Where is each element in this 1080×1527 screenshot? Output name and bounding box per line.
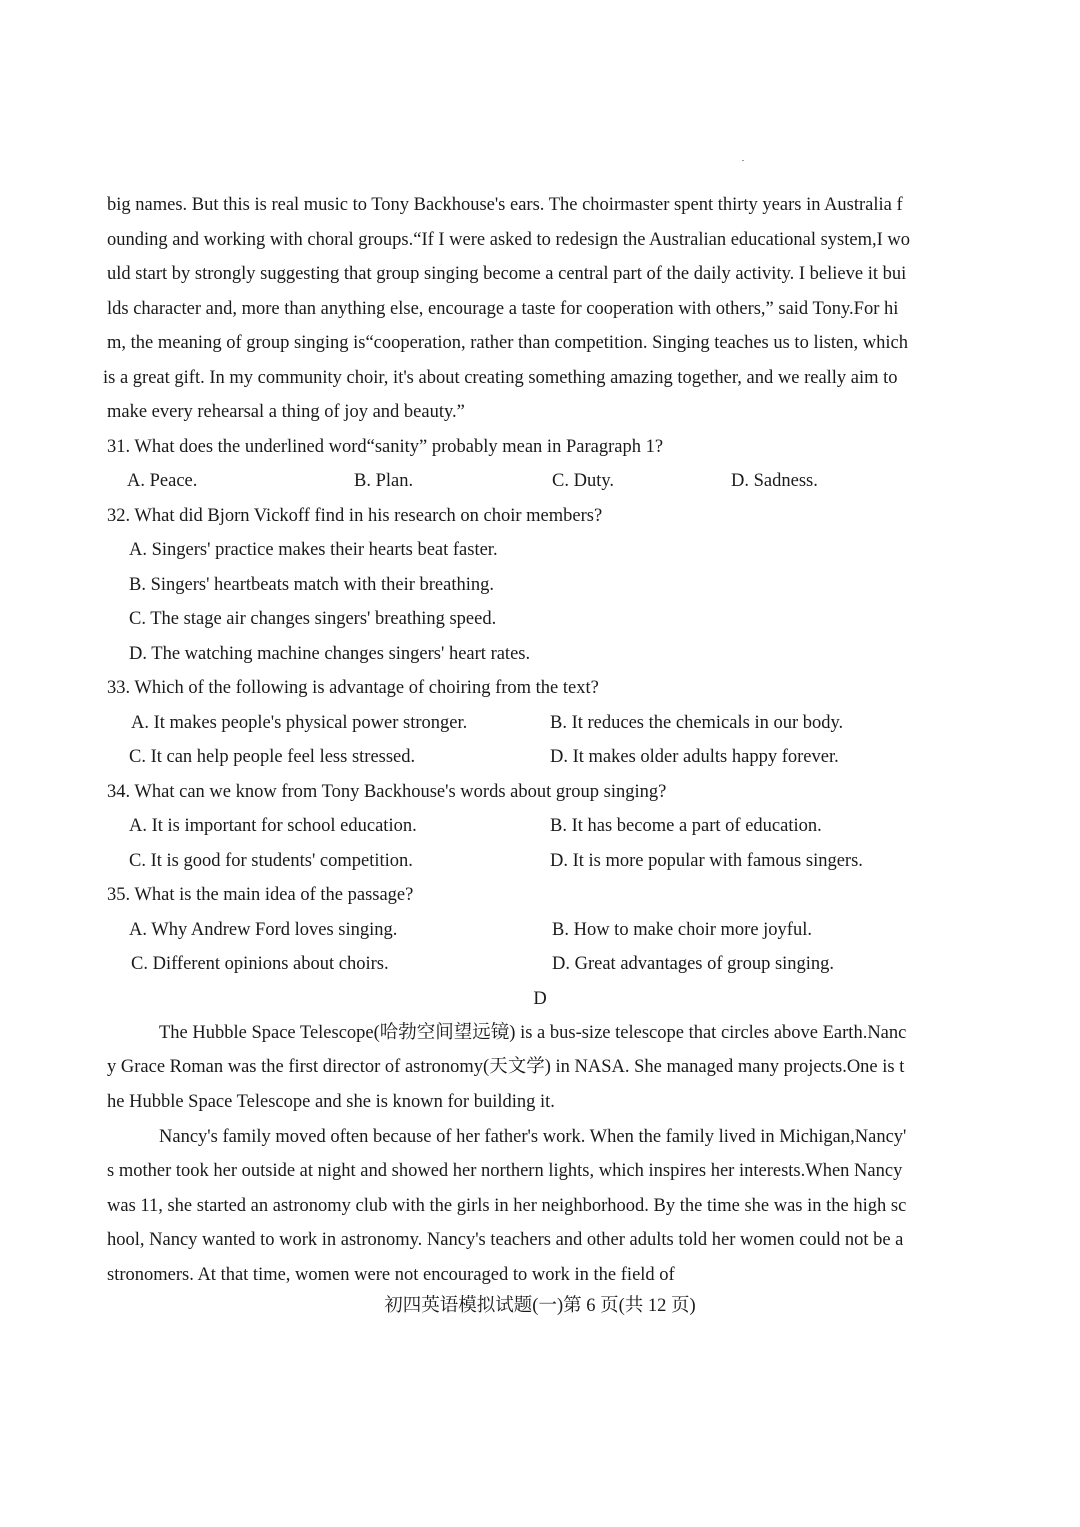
question-35-option-d: D. Great advantages of group singing. (552, 954, 835, 974)
question-32-option-b: B. Singers' heartbeats match with their breathing. (129, 575, 495, 595)
passage-line: he Hubble Space Telescope and she is known for building it. (107, 1092, 555, 1112)
question-33-option-a: A. It makes people's physical power stronger. (131, 713, 468, 733)
passage-line: s mother took her outside at night and showed her northern lights, which inspires her interests.When Nancy (107, 1161, 903, 1181)
passage-line: stronomers. At that time, women were not encouraged to work in the field of (107, 1265, 675, 1285)
question-31-option-d: D. Sadness. (731, 471, 818, 491)
question-34-stem: 34. What can we know from Tony Backhouse's words about group singing? (107, 782, 667, 802)
passage-line: make every rehearsal a thing of joy and beauty.” (107, 402, 465, 422)
question-34-option-c: C. It is good for students' competition. (129, 851, 413, 871)
question-35-option-a: A. Why Andrew Ford loves singing. (129, 920, 398, 940)
question-31-option-b: B. Plan. (354, 471, 414, 491)
question-32-option-c: C. The stage air changes singers' breathing speed. (129, 609, 497, 629)
section-heading: D (533, 989, 547, 1009)
question-35-stem: 35. What is the main idea of the passage? (107, 885, 414, 905)
question-34-option-d: D. It is more popular with famous singers. (550, 851, 863, 871)
question-33-stem: 33. Which of the following is advantage of choiring from the text? (107, 678, 599, 698)
passage-line: y Grace Roman was the first director of astronomy(天文学) in NASA. She managed many projects.One is t (107, 1057, 905, 1077)
scan-speck (742, 160, 744, 161)
passage-line: uld start by strongly suggesting that group singing become a central part of the daily activity. I believe it bui (107, 264, 907, 284)
passage-line: lds character and, more than anything else, encourage a taste for cooperation with others,” said Tony.For hi (107, 299, 899, 319)
question-32-stem: 32. What did Bjorn Vickoff find in his research on choir members? (107, 506, 603, 526)
question-31-stem: 31. What does the underlined word“sanity” probably mean in Paragraph 1? (107, 437, 664, 457)
passage-line: was 11, she started an astronomy club with the girls in her neighborhood. By the time she was in the high sc (107, 1196, 907, 1216)
passage-line: The Hubble Space Telescope(哈勃空间望远镜) is a bus-size telescope that circles above Earth.Nanc (159, 1023, 907, 1043)
question-33-option-d: D. It makes older adults happy forever. (550, 747, 839, 767)
question-35-option-c: C. Different opinions about choirs. (131, 954, 389, 974)
question-31-option-c: C. Duty. (552, 471, 615, 491)
question-34-option-b: B. It has become a part of education. (550, 816, 822, 836)
passage-line: big names. But this is real music to Tony Backhouse's ears. The choirmaster spent thirty years in Australia f (107, 195, 903, 215)
question-31-option-a: A. Peace. (127, 471, 198, 491)
question-34-option-a: A. It is important for school education. (129, 816, 417, 836)
passage-line: ounding and working with choral groups.“If I were asked to redesign the Australian educational system,I wo (107, 230, 910, 250)
passage-line: m, the meaning of group singing is“cooperation, rather than competition. Singing teaches us to listen, which (107, 333, 908, 353)
question-33-option-b: B. It reduces the chemicals in our body. (550, 713, 844, 733)
question-32-option-a: A. Singers' practice makes their hearts beat faster. (129, 540, 498, 560)
question-33-option-c: C. It can help people feel less stressed. (129, 747, 416, 767)
passage-line: Nancy's family moved often because of her father's work. When the family lived in Michigan,Nancy' (159, 1127, 907, 1147)
question-35-option-b: B. How to make choir more joyful. (552, 920, 812, 940)
passage-line: is a great gift. In my community choir, it's about creating something amazing together, and we really aim to (103, 368, 898, 388)
question-32-option-d: D. The watching machine changes singers' heart rates. (129, 644, 531, 664)
passage-line: hool, Nancy wanted to work in astronomy. Nancy's teachers and other adults told her women could not be a (107, 1230, 904, 1250)
page-footer: 初四英语模拟试题(一)第 6 页(共 12 页) (384, 1296, 696, 1316)
